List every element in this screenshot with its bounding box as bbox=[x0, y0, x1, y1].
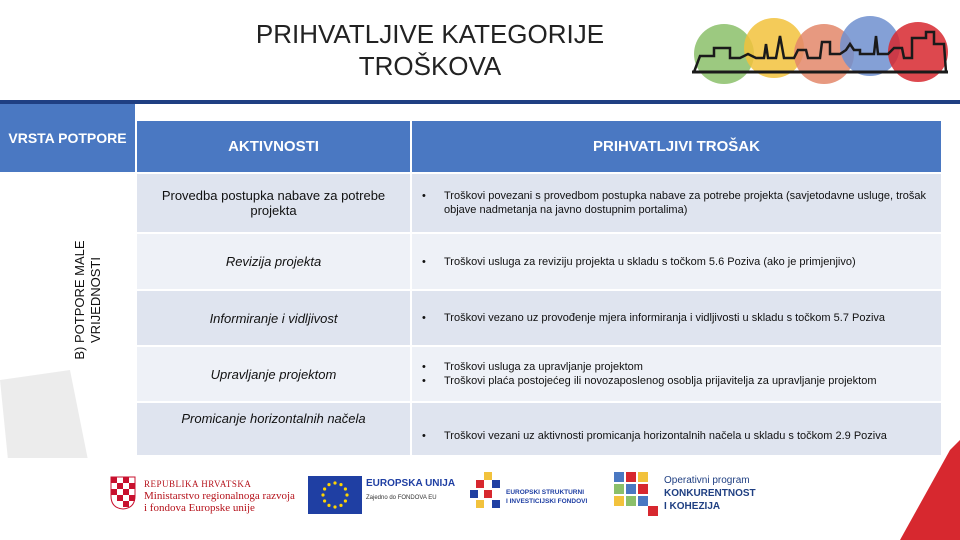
table-row bbox=[137, 234, 941, 289]
activity-cell: Promicanje horizontalnih načela bbox=[137, 403, 410, 455]
footer-logos bbox=[0, 458, 960, 540]
esi-logo-text: EUROPSKI STRUKTURNI I INVESTICIJSKI FONDOVI bbox=[506, 489, 588, 505]
column-header-eligible-costs: PRIHVATLJIVI TROŠAK bbox=[412, 121, 941, 172]
table-row bbox=[137, 347, 941, 401]
table-row bbox=[137, 291, 941, 345]
list-item: • Troškovi plaća postojećeg ili novozaposlenog osoblja prijavitelja za upravljanje projektom bbox=[422, 375, 877, 387]
activity-cell: Provedba postupka nabave za potrebe projekta bbox=[137, 174, 410, 232]
support-type-label: B) POTPORE MALE VRIJEDNOSTI bbox=[72, 240, 103, 360]
bullet: • bbox=[422, 430, 426, 442]
bullet: • bbox=[422, 255, 426, 268]
eu-logo-text: EUROPSKA UNIJA Zajedno do FONDOVA EU bbox=[366, 478, 456, 501]
bullet: • bbox=[422, 361, 426, 373]
activity-cell: Upravljanje projektom bbox=[137, 347, 410, 401]
ministry-logo-text: REPUBLIKA HRVATSKA Ministarstvo regionalnoga razvoja i fondova Europske unije bbox=[144, 479, 295, 514]
list-item: • Troškovi usluga za upravljanje projektom bbox=[422, 361, 643, 373]
cost-cell bbox=[412, 291, 941, 345]
table-row bbox=[137, 403, 941, 455]
list-item: • Troškovi vezano uz provođenje mjera informiranja i vidljivosti u skladu s točkom 5.7 Poziva bbox=[422, 312, 886, 324]
activity-cell: Informiranje i vidljivost bbox=[137, 291, 410, 345]
bullet: • bbox=[422, 312, 426, 324]
eu-flag-icon bbox=[308, 476, 362, 514]
slide-header bbox=[0, 0, 960, 104]
red-corner-accent bbox=[880, 440, 960, 540]
table-row bbox=[137, 174, 941, 232]
esi-funds-icon bbox=[470, 472, 504, 516]
support-type-header: VRSTA POTPORE bbox=[0, 104, 135, 172]
city-skyline-logo bbox=[690, 14, 950, 86]
cost-cell bbox=[412, 403, 941, 455]
cost-cell bbox=[412, 234, 941, 289]
cost-cell bbox=[412, 347, 941, 401]
cost-cell bbox=[412, 174, 941, 232]
list-item: • Troškovi vezani uz aktivnosti promicanja horizontalnih načela u skladu s točkom 2.9 Poziva bbox=[422, 430, 887, 442]
column-header-activities: AKTIVNOSTI bbox=[137, 121, 410, 172]
list-item: • Troškovi usluga za reviziju projekta u skladu s točkom 5.6 Poziva (ako je primjenjivo) bbox=[422, 255, 856, 268]
operational-programme-text: Operativni program KONKURENTNOST I KOHEZIJA bbox=[664, 475, 756, 512]
list-item: • Troškovi povezani s provedbom postupka nabave za potrebe projekta (savjetodavne usluge, trošak objave nadmetanja na javno dostupnim portalima) bbox=[422, 190, 927, 216]
croatian-coat-of-arms-icon bbox=[110, 476, 136, 510]
operational-programme-icon bbox=[614, 472, 658, 516]
activity-cell: Revizija projekta bbox=[137, 234, 410, 289]
slide-title: PRIHVATLJIVE KATEGORIJE TROŠKOVA bbox=[255, 19, 605, 81]
bullet: • bbox=[422, 190, 426, 202]
bullet: • bbox=[422, 375, 426, 387]
